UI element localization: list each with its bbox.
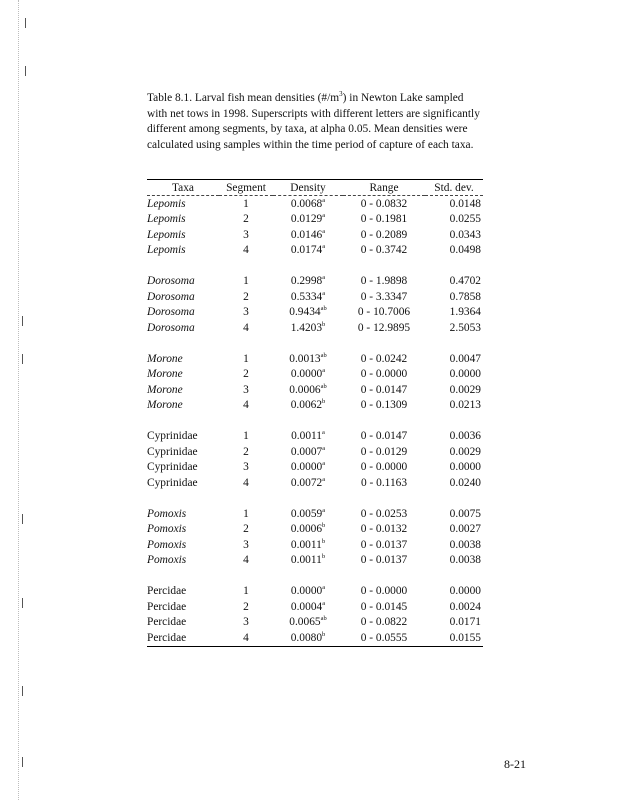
density-value: 0.0013	[289, 352, 321, 365]
segment-cell: 2	[243, 290, 249, 303]
significance-superscript: b	[322, 522, 326, 530]
scan-edge-mark	[22, 354, 23, 364]
significance-superscript: a	[322, 584, 326, 592]
range-cell: 0 - 0.1981	[360, 213, 408, 226]
density-cell	[273, 289, 343, 305]
significance-superscript: a	[322, 460, 326, 468]
std-dev-cell: 0.0036	[449, 430, 481, 443]
table-row	[147, 522, 483, 538]
segment-cell: 3	[243, 228, 249, 241]
header-range: Range	[343, 180, 425, 196]
scan-edge-mark	[25, 18, 26, 28]
density-cell	[273, 227, 343, 243]
density-value: 0.0174	[290, 244, 323, 257]
significance-superscript: b	[321, 553, 326, 561]
density-table	[147, 179, 483, 647]
caption-text-end: ) in Newton Lake sampled with net tows in 1998. Superscripts with different letters are significantly different among segments, by taxa, at alpha 0.05. Mean densities were calculated using samples within the time period of capture of each taxa.	[147, 92, 480, 151]
density-cell	[273, 460, 343, 476]
taxa-cell: Percidae	[147, 600, 187, 613]
significance-superscript: ab	[320, 615, 327, 623]
std-dev-cell: 0.0075	[449, 507, 481, 520]
significance-superscript: a	[322, 475, 326, 483]
density-value: 0.0007	[290, 445, 323, 458]
group-spacer	[147, 568, 483, 584]
taxa-cell: Pomoxis	[147, 507, 187, 520]
table-row	[147, 305, 483, 321]
significance-superscript: a	[322, 444, 326, 452]
segment-cell: 3	[243, 383, 249, 396]
range-cell: 0 - 0.0555	[360, 631, 408, 644]
segment-cell: 1	[243, 585, 249, 598]
range-cell: 0 - 0.0145	[360, 600, 408, 613]
significance-superscript: a	[322, 429, 325, 437]
table-row	[147, 475, 483, 491]
significance-superscript: ab	[320, 305, 327, 313]
density-value: 0.0065	[289, 616, 321, 629]
significance-superscript: b	[322, 630, 326, 638]
scan-edge-mark	[22, 598, 23, 608]
std-dev-cell: 0.0171	[449, 616, 481, 629]
range-cell: 0 - 0.3742	[360, 244, 408, 257]
std-dev-cell: 0.0155	[449, 631, 481, 644]
table-row	[147, 274, 483, 290]
scan-edge-mark	[22, 686, 23, 696]
density-cell	[273, 475, 343, 491]
density-cell	[273, 599, 343, 615]
density-cell	[273, 382, 343, 398]
range-cell: 0 - 0.0000	[360, 461, 408, 474]
significance-superscript: ab	[320, 382, 327, 390]
density-cell	[273, 553, 343, 569]
significance-superscript: a	[322, 274, 326, 282]
taxa-cell: Lepomis	[147, 244, 186, 257]
range-cell: 0 - 0.0147	[360, 383, 408, 396]
std-dev-cell: 0.0343	[449, 228, 481, 241]
density-value: 0.0059	[290, 507, 323, 520]
taxa-cell: Dorosoma	[147, 321, 195, 334]
range-cell: 0 - 0.0129	[360, 445, 408, 458]
significance-superscript: a	[322, 227, 326, 235]
spacer-cell	[147, 491, 483, 507]
table-caption	[147, 91, 485, 153]
taxa-cell: Cyprinidae	[147, 476, 198, 489]
significance-superscript: a	[322, 289, 326, 297]
density-cell	[273, 506, 343, 522]
std-dev-cell: 0.0024	[449, 600, 481, 613]
significance-superscript: a	[322, 599, 326, 607]
range-cell: 0 - 0.2089	[360, 228, 408, 241]
segment-cell: 4	[243, 554, 249, 567]
density-value: 0.0129	[290, 213, 323, 226]
taxa-cell: Percidae	[147, 585, 187, 598]
std-dev-cell: 0.0000	[449, 368, 481, 381]
table-row	[147, 351, 483, 367]
density-cell	[273, 305, 343, 321]
table-row	[147, 320, 483, 336]
scan-edge-mark	[22, 757, 23, 767]
range-cell: 0 - 0.0137	[360, 538, 408, 551]
taxa-cell: Morone	[147, 352, 183, 365]
density-cell	[273, 367, 343, 383]
significance-superscript: b	[322, 398, 326, 406]
group-spacer	[147, 491, 483, 507]
segment-cell: 4	[243, 399, 249, 412]
table-row	[147, 584, 483, 600]
segment-cell: 1	[243, 507, 249, 520]
taxa-cell: Lepomis	[147, 197, 186, 210]
std-dev-cell: 0.0148	[449, 197, 481, 210]
density-value: 0.0146	[290, 228, 323, 241]
taxa-cell: Cyprinidae	[147, 445, 198, 458]
std-dev-cell: 1.9364	[449, 306, 481, 319]
table-row	[147, 615, 483, 631]
table-row	[147, 382, 483, 398]
segment-cell: 4	[243, 476, 249, 489]
range-cell: 0 - 0.0132	[360, 523, 408, 536]
taxa-cell: Pomoxis	[147, 554, 187, 567]
table-row	[147, 212, 483, 228]
significance-superscript: a	[322, 367, 326, 375]
range-cell: 0 - 0.0000	[360, 585, 408, 598]
std-dev-cell: 0.0029	[449, 445, 481, 458]
table-row	[147, 599, 483, 615]
density-value: 0.2998	[290, 275, 323, 288]
header-density: Density	[273, 180, 343, 196]
taxa-cell: Lepomis	[147, 213, 186, 226]
taxa-cell: Pomoxis	[147, 538, 187, 551]
density-value: 0.0000	[290, 585, 323, 598]
std-dev-cell: 0.0255	[449, 213, 481, 226]
std-dev-cell: 0.0029	[449, 383, 481, 396]
range-cell: 0 - 0.1309	[360, 399, 408, 412]
density-value: 0.0068	[290, 197, 323, 210]
header-std-dev: Std. dev.	[425, 180, 483, 196]
page-number: 8-21	[504, 757, 526, 771]
range-cell: 0 - 12.9895	[357, 321, 411, 334]
range-cell: 0 - 10.7006	[357, 306, 411, 319]
table-row	[147, 506, 483, 522]
taxa-cell: Dorosoma	[147, 275, 195, 288]
range-cell: 0 - 1.9898	[360, 275, 408, 288]
density-value: 0.0011	[290, 538, 322, 551]
density-cell	[273, 243, 343, 259]
spacer-cell	[147, 568, 483, 584]
significance-superscript: a	[322, 196, 326, 204]
table-row	[147, 460, 483, 476]
significance-superscript: a	[322, 212, 326, 220]
density-cell	[273, 320, 343, 336]
taxa-cell: Percidae	[147, 616, 187, 629]
range-cell: 0 - 0.0822	[360, 616, 408, 629]
taxa-cell: Lepomis	[147, 228, 186, 241]
std-dev-cell: 0.0000	[449, 585, 481, 598]
std-dev-cell: 0.0213	[449, 399, 481, 412]
header-segment: Segment	[219, 180, 273, 196]
density-cell	[273, 196, 343, 212]
density-value: 0.5334	[290, 290, 323, 303]
density-cell	[273, 212, 343, 228]
spacer-cell	[147, 413, 483, 429]
table-row	[147, 227, 483, 243]
std-dev-cell: 0.0027	[449, 523, 481, 536]
density-cell	[273, 274, 343, 290]
taxa-cell: Cyprinidae	[147, 461, 198, 474]
taxa-cell: Dorosoma	[147, 306, 195, 319]
density-cell	[273, 429, 343, 445]
segment-cell: 1	[243, 197, 249, 210]
table-row	[147, 243, 483, 259]
density-value: 0.0062	[290, 399, 323, 412]
significance-superscript: ab	[320, 351, 327, 359]
scan-edge	[0, 0, 19, 800]
density-cell	[273, 615, 343, 631]
taxa-cell: Pomoxis	[147, 523, 187, 536]
segment-cell: 4	[243, 321, 249, 334]
table-row	[147, 289, 483, 305]
taxa-cell: Morone	[147, 383, 183, 396]
density-value: 0.0080	[290, 631, 323, 644]
taxa-cell: Dorosoma	[147, 290, 195, 303]
table-row	[147, 398, 483, 414]
density-cell	[273, 522, 343, 538]
group-spacer	[147, 258, 483, 274]
significance-superscript: a	[322, 243, 326, 251]
density-value: 0.0006	[290, 523, 323, 536]
segment-cell: 2	[243, 600, 249, 613]
scan-edge-mark	[22, 514, 23, 524]
spacer-cell	[147, 336, 483, 352]
table-row	[147, 367, 483, 383]
std-dev-cell: 0.7858	[449, 290, 481, 303]
segment-cell: 3	[243, 306, 249, 319]
density-value: 0.0000	[290, 368, 323, 381]
significance-superscript: b	[322, 320, 326, 328]
caption-text-start: Table 8.1. Larval fish mean densities (#/m	[147, 92, 340, 104]
range-cell: 0 - 0.1163	[360, 476, 408, 489]
range-cell: 0 - 0.0147	[360, 430, 408, 443]
segment-cell: 2	[243, 213, 249, 226]
taxa-cell: Cyprinidae	[147, 430, 198, 443]
segment-cell: 4	[243, 244, 249, 257]
segment-cell: 2	[243, 523, 249, 536]
density-value: 0.0011	[291, 430, 322, 443]
taxa-cell: Percidae	[147, 631, 187, 644]
header-taxa: Taxa	[147, 180, 219, 196]
density-value: 0.0011	[290, 554, 322, 567]
segment-cell: 3	[243, 461, 249, 474]
segment-cell: 2	[243, 445, 249, 458]
taxa-cell: Morone	[147, 399, 183, 412]
density-cell	[273, 630, 343, 646]
density-cell	[273, 351, 343, 367]
range-cell: 0 - 0.0242	[360, 352, 408, 365]
table-row	[147, 429, 483, 445]
range-cell: 0 - 3.3347	[360, 290, 408, 303]
std-dev-cell: 0.0498	[449, 244, 481, 257]
density-value: 0.9434	[289, 306, 321, 319]
segment-cell: 3	[243, 616, 249, 629]
density-cell	[273, 537, 343, 553]
spacer-cell	[147, 258, 483, 274]
table-row	[147, 196, 483, 212]
density-value: 1.4203	[290, 321, 323, 334]
density-value: 0.0006	[289, 383, 321, 396]
density-value: 0.0000	[290, 461, 323, 474]
table-row	[147, 537, 483, 553]
table-row	[147, 553, 483, 569]
segment-cell: 4	[243, 631, 249, 644]
scan-edge-mark	[25, 66, 26, 76]
std-dev-cell: 0.0047	[449, 352, 481, 365]
significance-superscript: a	[322, 506, 326, 514]
segment-cell: 1	[243, 352, 249, 365]
density-value: 0.0072	[290, 476, 323, 489]
density-cell	[273, 584, 343, 600]
segment-cell: 1	[243, 275, 249, 288]
significance-superscript: b	[321, 537, 326, 545]
std-dev-cell: 0.0000	[449, 461, 481, 474]
std-dev-cell: 2.5053	[449, 321, 481, 334]
density-table-container	[147, 179, 483, 647]
caption-superscript: 3	[339, 90, 343, 99]
table-body	[147, 196, 483, 647]
range-cell: 0 - 0.0832	[360, 197, 408, 210]
scan-edge-mark	[22, 316, 23, 326]
table-row	[147, 630, 483, 646]
density-cell	[273, 398, 343, 414]
range-cell: 0 - 0.0253	[360, 507, 408, 520]
std-dev-cell: 0.0240	[449, 476, 481, 489]
density-value: 0.0004	[290, 600, 323, 613]
range-cell: 0 - 0.0000	[360, 368, 408, 381]
range-cell: 0 - 0.0137	[360, 554, 408, 567]
std-dev-cell: 0.0038	[449, 554, 481, 567]
group-spacer	[147, 336, 483, 352]
group-spacer	[147, 413, 483, 429]
segment-cell: 2	[243, 368, 249, 381]
std-dev-cell: 0.4702	[449, 275, 481, 288]
table-header-row	[147, 180, 483, 196]
segment-cell: 1	[243, 430, 249, 443]
taxa-cell: Morone	[147, 368, 183, 381]
density-cell	[273, 444, 343, 460]
std-dev-cell: 0.0038	[449, 538, 481, 551]
segment-cell: 3	[243, 538, 249, 551]
table-row	[147, 444, 483, 460]
